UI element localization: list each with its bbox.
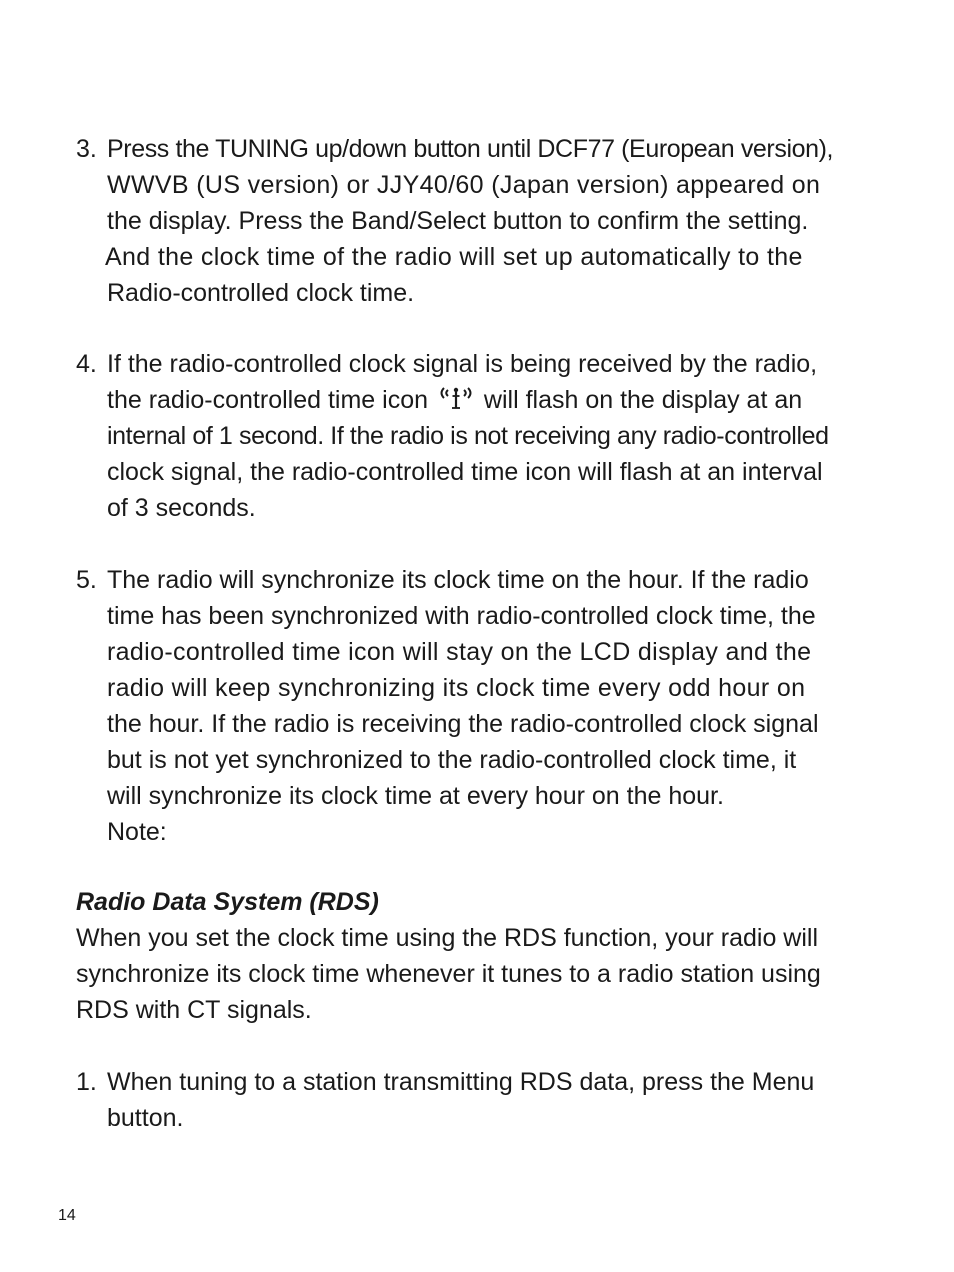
instruction-step-5 [76,562,886,850]
page-number: 14 [58,1207,76,1224]
step-4-line-2-text-before: the radio-controlled time icon [107,386,428,414]
step-number: 4. [76,350,97,378]
step-4-line-2-text-after: will flash on the display at an [483,386,803,414]
rds-step-1-line-1: When tuning to a station transmitting RDS data, press the Menu [107,1068,815,1096]
step-5-line-3: radio-controlled time icon will stay on the LCD display and the [107,638,812,666]
instruction-step-3 [76,131,886,311]
step-4-line-1: If the radio-controlled clock signal is being received by the radio, [107,350,818,378]
step-4-line-3: internal of 1 second. If the radio is not receiving any radio-controlled [107,422,829,450]
step-4-line-4: clock signal, the radio-controlled time icon will flash at an interval [107,458,823,486]
rds-step-1-line-2: button. [107,1104,184,1132]
step-number: 3. [76,135,97,163]
step-3-line-2: WWVB (US version) or JJY40/60 (Japan version) appeared on [107,171,821,199]
step-number: 5. [76,566,97,594]
step-4-line-5: of 3 seconds. [107,494,256,522]
step-number: 1. [76,1068,97,1096]
step-3-line-3: the display. Press the Band/Select button to confirm the setting. [107,207,809,235]
rds-description-line-3: RDS with CT signals. [76,996,312,1024]
step-5-line-8: Note: [107,818,167,846]
section-heading-rds: Radio Data System (RDS) [76,888,379,916]
step-5-line-6: but is not yet synchronized to the radio-controlled clock time, it [107,746,797,774]
rds-step-1 [76,1064,886,1136]
rds-description [76,920,886,1028]
step-3-line-5: Radio-controlled clock time. [107,279,415,307]
step-3-line-1: Press the TUNING up/down button until DCF77 (European version), [107,135,834,163]
instruction-step-4 [76,346,886,526]
step-5-line-1: The radio will synchronize its clock time on the hour. If the radio [107,566,809,594]
rds-description-line-1: When you set the clock time using the RDS function, your radio will [76,924,819,952]
step-5-line-7: will synchronize its clock time at every hour on the hour. [107,782,724,810]
step-5-line-4: radio will keep synchronizing its clock time every odd hour on [107,674,806,702]
step-4-line-2 [107,382,886,418]
step-5-line-2: time has been synchronized with radio-controlled clock time, the [107,602,816,630]
rds-description-line-2: synchronize its clock time whenever it tunes to a radio station using [76,960,821,988]
radio-controlled-time-icon [435,384,477,410]
step-3-line-4: And the clock time of the radio will set up automatically to the [105,243,803,271]
step-5-line-5: the hour. If the radio is receiving the radio-controlled clock signal [107,710,819,738]
